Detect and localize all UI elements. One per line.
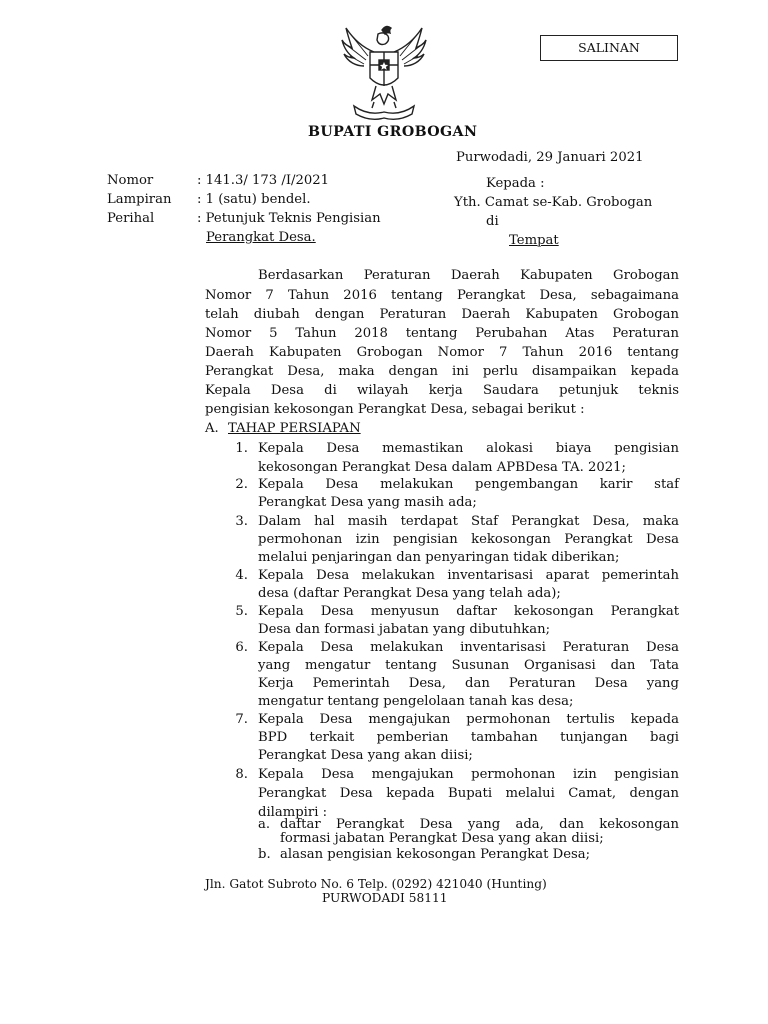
item-number: 1. [235, 441, 248, 456]
item-line: dilampiri : [258, 805, 328, 820]
subitem-label: a. [258, 817, 271, 832]
salinan-stamp: SALINAN [540, 35, 678, 61]
intro-line: Daerah Kabupaten Grobogan Nomor 7 Tahun 2016 tentang [205, 345, 679, 360]
item-line: Kepala Desa memastikan alokasi biaya pengisian [258, 441, 679, 456]
intro-line: telah diubah dengan Peraturan Daerah Kabupaten Grobogan [205, 307, 679, 322]
item-line: Perangkat Desa kepada Bupati melalui Camat, dengan [258, 786, 679, 801]
recipient-place: Tempat [509, 233, 559, 248]
footer-city: PURWODADI 58111 [322, 891, 448, 905]
intro-line: Nomor 7 Tahun 2016 tentang Perangkat Desa, sebagaimana [205, 288, 679, 303]
item-line: Kerja Pemerintah Desa, dan Peraturan Desa yang [258, 676, 679, 691]
lampiran-label: Lampiran [107, 192, 172, 207]
intro-line: pengisian kekosongan Perangkat Desa, sebagai berikut : [205, 402, 585, 417]
lampiran-value: : 1 (satu) bendel. [197, 192, 311, 207]
perihal-value-cont: Perangkat Desa. [206, 230, 316, 245]
intro-line: Nomor 5 Tahun 2018 tentang Perubahan Atas Peraturan [205, 326, 679, 341]
perihal-label: Perihal [107, 211, 155, 226]
item-line: melalui penjaringan dan penyaringan tidak diberikan; [258, 550, 620, 565]
item-line: mengatur tentang pengelolaan tanah kas desa; [258, 694, 574, 709]
subitem-line: daftar Perangkat Desa yang ada, dan kekosongan [280, 817, 679, 832]
item-line: Kepala Desa melakukan inventarisasi Peraturan Desa [258, 640, 679, 655]
item-line: Kepala Desa mengajukan permohonan tertulis kepada [258, 712, 679, 727]
item-line: Desa dan formasi jabatan yang dibutuhkan; [258, 622, 551, 637]
item-line: Kepala Desa melakukan inventarisasi aparat pemerintah [258, 568, 679, 583]
item-number: 5. [235, 604, 248, 619]
subitem-label: b. [258, 847, 271, 862]
item-line: Kepala Desa melakukan pengembangan karir staf [258, 477, 679, 492]
item-line: kekosongan Perangkat Desa dalam APBDesa TA. 2021; [258, 460, 626, 475]
kepada-label: Kepada : [486, 176, 545, 191]
perihal-value: : Petunjuk Teknis Pengisian [197, 211, 381, 226]
place-date: Purwodadi, 29 Januari 2021 [456, 150, 644, 165]
item-line: Perangkat Desa yang akan diisi; [258, 748, 473, 763]
item-line: BPD terkait pemberian tambahan tunjangan bagi [258, 730, 679, 745]
item-line: Kepala Desa menyusun daftar kekosongan Perangkat [258, 604, 679, 619]
item-line: yang mengatur tentang Susunan Organisasi dan Tata [258, 658, 679, 673]
section-letter: A. [205, 421, 219, 436]
item-number: 6. [235, 640, 248, 655]
item-number: 7. [235, 712, 248, 727]
nomor-value: : 141.3/ 173 /I/2021 [197, 173, 330, 188]
item-number: 4. [235, 568, 248, 583]
subitem-line: formasi jabatan Perangkat Desa yang akan diisi; [280, 831, 604, 846]
recipient-di: di [486, 214, 499, 229]
item-line: Perangkat Desa yang masih ada; [258, 495, 477, 510]
garuda-emblem-icon [338, 22, 430, 122]
item-line: desa (daftar Perangkat Desa yang telah ada); [258, 586, 561, 601]
letterhead-title: BUPATI GROBOGAN [308, 124, 478, 140]
item-number: 2. [235, 477, 248, 492]
intro-line: Kepala Desa di wilayah kerja Saudara petunjuk teknis [205, 383, 679, 398]
item-number: 3. [235, 514, 248, 529]
nomor-label: Nomor [107, 173, 154, 188]
subitem-line: alasan pengisian kekosongan Perangkat Desa; [280, 847, 591, 862]
intro-line: Berdasarkan Peraturan Daerah Kabupaten Grobogan [258, 268, 679, 283]
item-line: Dalam hal masih terdapat Staf Perangkat Desa, maka [258, 514, 679, 529]
section-title: TAHAP PERSIAPAN [228, 421, 361, 436]
item-line: Kepala Desa mengajukan permohonan izin pengisian [258, 767, 679, 782]
item-line: permohonan izin pengisian kekosongan Perangkat Desa [258, 532, 679, 547]
footer-address: Jln. Gatot Subroto No. 6 Telp. (0292) 421040 (Hunting) [205, 877, 547, 891]
item-number: 8. [235, 767, 248, 782]
intro-line: Perangkat Desa, maka dengan ini perlu disampaikan kepada [205, 364, 679, 379]
recipient-name: Yth. Camat se-Kab. Grobogan [454, 195, 653, 210]
